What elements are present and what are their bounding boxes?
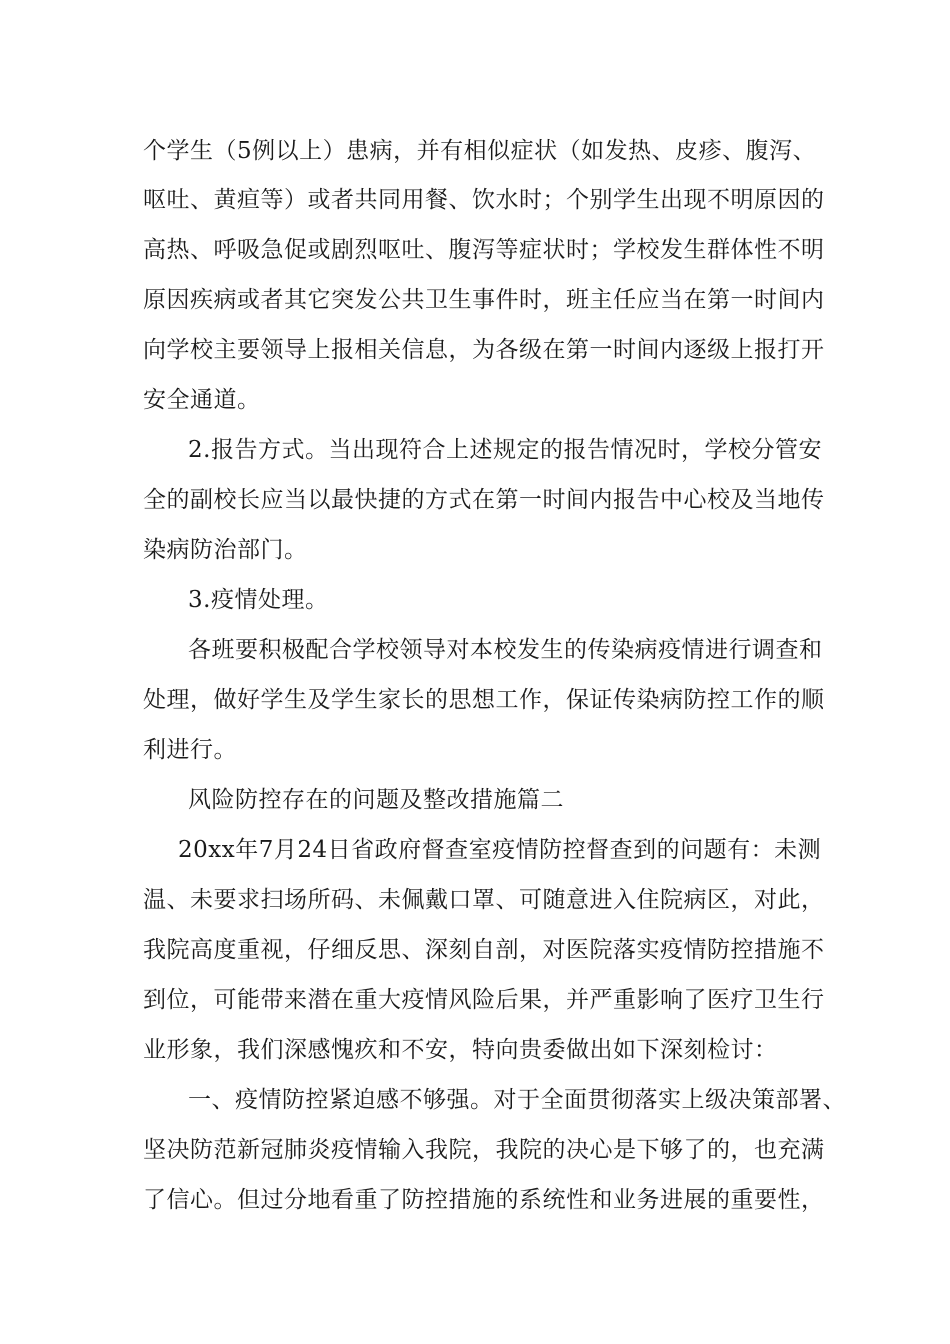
text-line: 我院高度重视，仔细反思、深刻自剖，对医院落实疫情防控措施不	[143, 937, 825, 963]
section-heading: 风险防控存在的问题及整改措施篇二	[188, 787, 564, 813]
text-line: 坚决防范新冠肺炎疫情输入我院，我院的决心是下够了的，也充满	[143, 1137, 825, 1163]
text-line: 业形象，我们深感愧疚和不安，特向贵委做出如下深刻检讨：	[143, 1037, 778, 1063]
text-line: 一、疫情防控紧迫感不够强。对于全面贯彻落实上级决策部署、	[188, 1087, 846, 1113]
text-line: 安全通道。	[143, 387, 261, 413]
text-line: 高热、呼吸急促或剧烈呕吐、腹泻等症状时；学校发生群体性不明	[143, 237, 825, 263]
text-line: 20xx年7月24日省政府督查室疫情防控督查到的问题有：未测	[178, 837, 822, 863]
text-line: 处理，做好学生及学生家长的思想工作，保证传染病防控工作的顺	[143, 687, 825, 713]
text-line: 到位，可能带来潜在重大疫情风险后果，并严重影响了医疗卫生行	[143, 987, 825, 1013]
text-line: 各班要积极配合学校领导对本校发生的传染病疫情进行调查和	[188, 637, 823, 663]
text-line: 全的副校长应当以最快捷的方式在第一时间内报告中心校及当地传	[143, 487, 825, 513]
text-line: 向学校主要领导上报相关信息，为各级在第一时间内逐级上报打开	[143, 337, 825, 363]
text-line: 3.疫情处理。	[188, 587, 329, 613]
text-line: 染病防治部门。	[143, 537, 308, 563]
text-line: 呕吐、黄疸等）或者共同用餐、饮水时；个别学生出现不明原因的	[143, 187, 825, 213]
text-line: 温、未要求扫场所码、未佩戴口罩、可随意进入住院病区，对此，	[143, 887, 825, 913]
text-line: 利进行。	[143, 737, 237, 763]
text-line: 原因疾病或者其它突发公共卫生事件时，班主任应当在第一时间内	[143, 287, 825, 313]
text-line: 个学生（5例以上）患病，并有相似症状（如发热、皮疹、腹泻、	[143, 138, 817, 164]
text-line: 了信心。但过分地看重了防控措施的系统性和业务进展的重要性，	[143, 1187, 825, 1213]
text-line: 2.报告方式。当出现符合上述规定的报告情况时，学校分管安	[188, 437, 822, 463]
